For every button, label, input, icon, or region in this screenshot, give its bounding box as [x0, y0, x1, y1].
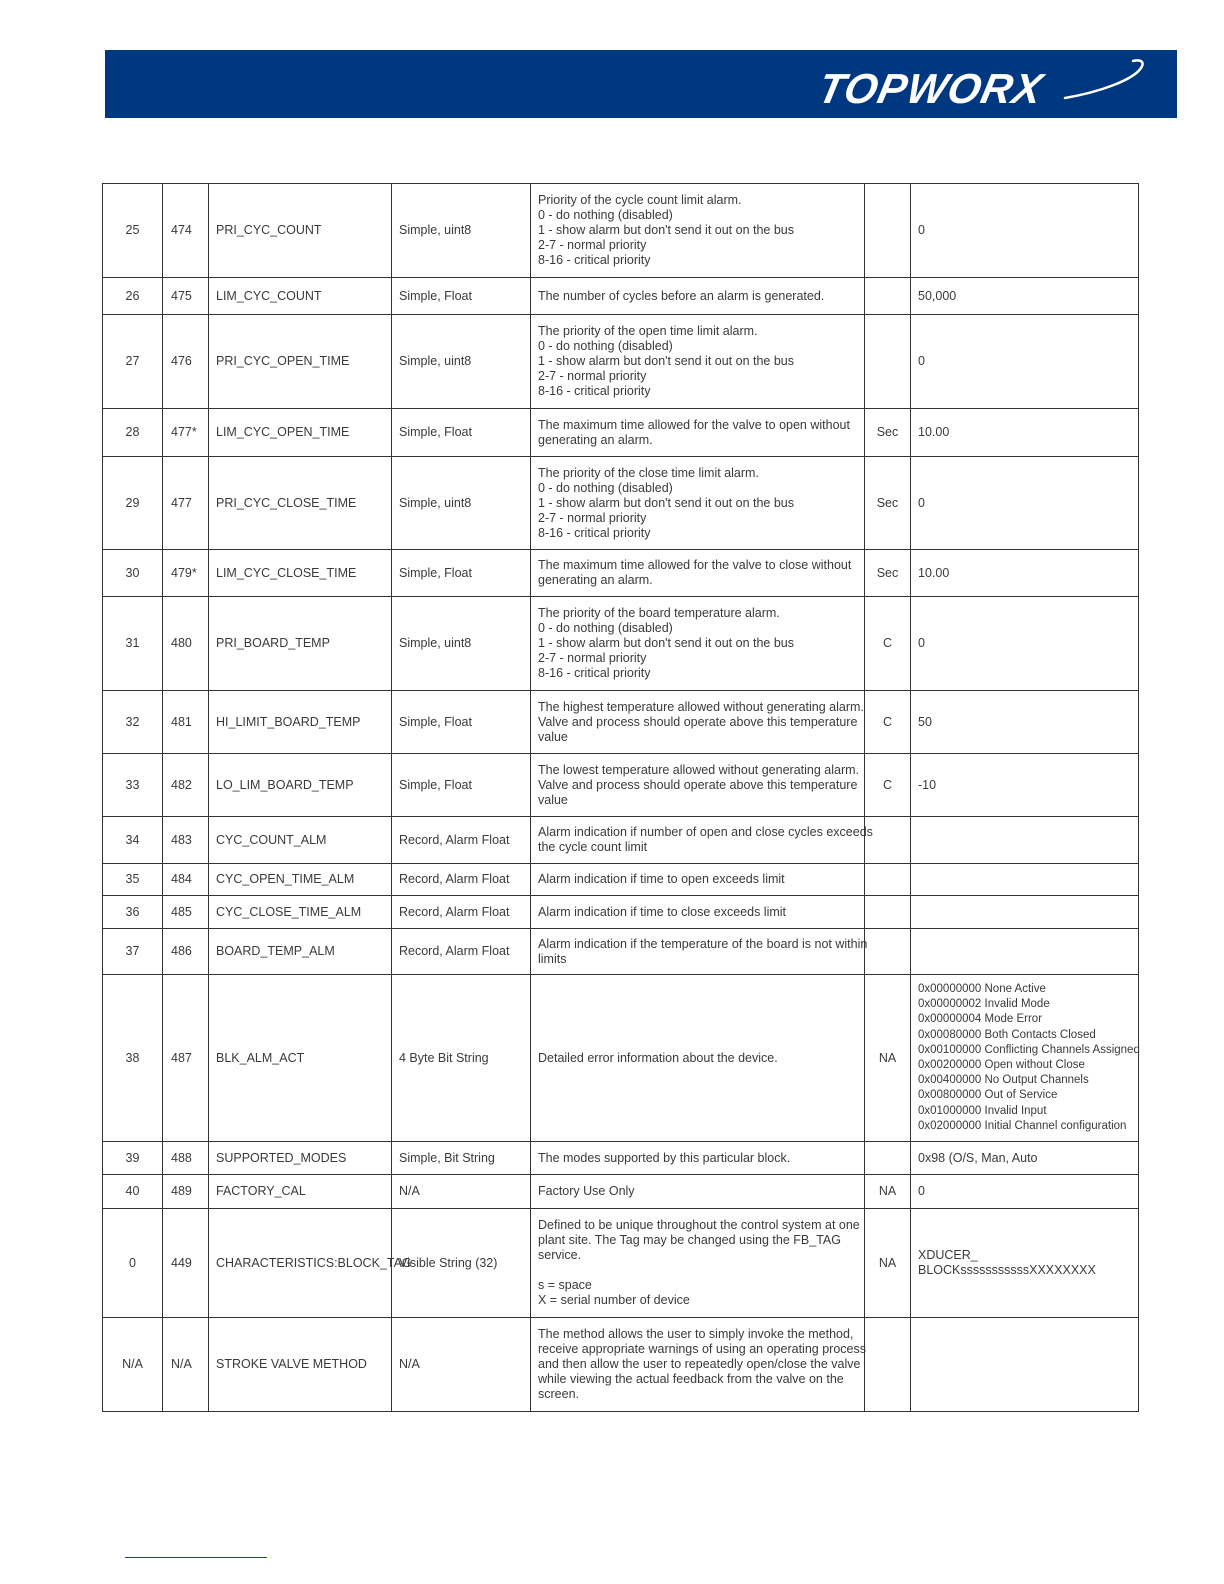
data-type-cell: Simple, uint8 [392, 457, 531, 550]
data-type-cell: Simple, uint8 [392, 315, 531, 409]
description-cell-line: Priority of the cycle count limit alarm. [538, 193, 742, 207]
initial-value-cell-line: 50,000 [918, 288, 957, 303]
parameter-name-cell: PRI_CYC_CLOSE_TIME [209, 457, 392, 550]
data-type-cell: Simple, Float [392, 550, 531, 597]
units-cell [865, 278, 911, 315]
initial-value-cell [911, 315, 1139, 409]
data-type-cell: Record, Alarm Float [392, 929, 531, 975]
description-cell [531, 278, 865, 315]
initial-value-cell-line: 0 [918, 1184, 925, 1198]
description-cell [531, 409, 865, 457]
initial-value-cell-line: 0x00000000 None Active [918, 982, 1046, 995]
units-cell: Sec [865, 550, 911, 597]
index-cell: 26 [103, 278, 163, 315]
description-cell-line: service. [538, 1248, 582, 1262]
description-cell-line: Alarm indication if number of open and close cycles exceeds [538, 825, 873, 839]
relative-index-cell: 488 [163, 1142, 209, 1175]
table-row [103, 1142, 1139, 1175]
description-cell-line: 2-7 - normal priority [538, 510, 647, 525]
data-type-cell: Simple, uint8 [392, 184, 531, 278]
units-cell: NA [865, 975, 911, 1142]
data-type-cell: Record, Alarm Float [392, 864, 531, 896]
units-cell [865, 896, 911, 929]
footer-rule [125, 1557, 267, 1558]
index-cell: N/A [103, 1318, 163, 1412]
initial-value-cell-line: 0 [918, 223, 925, 237]
description-cell [531, 1175, 865, 1209]
relative-index-cell: 486 [163, 929, 209, 975]
index-cell: 32 [103, 691, 163, 754]
initial-value-cell [911, 1175, 1139, 1209]
description-cell-line: The modes supported by this particular block. [538, 1150, 791, 1165]
table-row [103, 929, 1139, 975]
description-cell-line: 2-7 - normal priority [538, 238, 647, 252]
description-cell-line: 0 - do nothing (disabled) [538, 339, 673, 353]
description-cell [531, 1142, 865, 1175]
description-cell-line: The maximum time allowed for the valve to open without [538, 417, 850, 432]
index-cell: 33 [103, 754, 163, 817]
relative-index-cell: 484 [163, 864, 209, 896]
initial-value-cell-line: 0x02000000 Initial Channel configuration [918, 1119, 1127, 1132]
data-type-cell: Simple, uint8 [392, 597, 531, 691]
description-cell [531, 457, 865, 550]
relative-index-cell: 449 [163, 1209, 209, 1318]
index-cell: 27 [103, 315, 163, 409]
parameter-table-body [103, 184, 1139, 1412]
description-cell-line: screen. [538, 1387, 579, 1401]
description-cell-line: 1 - show alarm but don't send it out on the bus [538, 636, 795, 650]
parameter-name-cell: LIM_CYC_OPEN_TIME [209, 409, 392, 457]
initial-value-cell [911, 817, 1139, 864]
relative-index-cell: 480 [163, 597, 209, 691]
initial-value-cell-line: BLOCKsssssssssssXXXXXXXX [918, 1263, 1096, 1277]
description-cell-line: Valve and process should operate above this temperature [538, 777, 858, 792]
units-cell: C [865, 597, 911, 691]
description-cell [531, 315, 865, 409]
table-row [103, 457, 1139, 550]
initial-value-cell [911, 457, 1139, 550]
index-cell: 29 [103, 457, 163, 550]
parameter-name-cell: SUPPORTED_MODES [209, 1142, 392, 1175]
description-cell-line: and then allow the user to repeatedly open/close the valve [538, 1357, 861, 1371]
parameter-name-cell: PRI_BOARD_TEMP [209, 597, 392, 691]
logo-swoosh-icon [815, 56, 1155, 116]
description-cell-line: 8-16 - critical priority [538, 666, 651, 680]
description-cell-line: while viewing the actual feedback from the valve on the [538, 1372, 844, 1386]
parameter-name-cell: LIM_CYC_COUNT [209, 278, 392, 315]
units-cell: C [865, 754, 911, 817]
description-cell-line: generating an alarm. [538, 573, 653, 587]
description-cell [531, 864, 865, 896]
description-cell-line: The highest temperature allowed without generating alarm. [538, 699, 864, 714]
units-cell: Sec [865, 457, 911, 550]
initial-value-cell-line: XDUCER_ [918, 1248, 978, 1262]
table-row [103, 597, 1139, 691]
units-cell: NA [865, 1175, 911, 1209]
initial-value-cell-line: 50 [918, 714, 932, 729]
description-cell [531, 929, 868, 975]
initial-value-cell [911, 691, 1139, 754]
description-cell-line: The method allows the user to simply invoke the method, [538, 1327, 854, 1341]
parameter-name-cell: LO_LIM_BOARD_TEMP [209, 754, 392, 817]
table-row [103, 278, 1139, 315]
initial-value-cell [911, 896, 1139, 929]
initial-value-cell-line: 0 [918, 354, 925, 368]
parameter-name-cell: PRI_CYC_COUNT [209, 184, 392, 278]
description-cell-line: the cycle count limit [538, 840, 648, 854]
description-cell-line: 1 - show alarm but don't send it out on the bus [538, 354, 795, 368]
units-cell [865, 1142, 911, 1175]
parameter-name-cell: HI_LIMIT_BOARD_TEMP [209, 691, 392, 754]
description-cell-line: Detailed error information about the device. [538, 1050, 778, 1065]
initial-value-cell-line: 0x00400000 No Output Channels [918, 1074, 1089, 1087]
description-cell-line: limits [538, 951, 567, 966]
units-cell: Sec [865, 409, 911, 457]
table-row [103, 1209, 1139, 1318]
units-cell [865, 184, 911, 278]
description-cell-line: 2-7 - normal priority [538, 369, 647, 383]
index-cell: 40 [103, 1175, 163, 1209]
initial-value-cell [911, 597, 1139, 691]
description-cell [531, 691, 865, 754]
units-cell: NA [865, 1209, 911, 1318]
description-cell-line: s = space [538, 1278, 592, 1292]
description-cell-line: 1 - show alarm but don't send it out on the bus [538, 495, 795, 510]
data-type-cell: Visible String (32) [392, 1209, 531, 1318]
description-cell-line: value [538, 792, 568, 807]
description-cell-line: plant site. The Tag may be changed using the FB_TAG [538, 1233, 841, 1247]
initial-value-cell [911, 1209, 1139, 1318]
table-row [103, 1175, 1139, 1209]
parameter-name-cell: BOARD_TEMP_ALM [209, 929, 392, 975]
description-cell-line: receive appropriate warnings of using an operating process [538, 1342, 866, 1356]
relative-index-cell: 481 [163, 691, 209, 754]
description-cell-line: Alarm indication if time to open exceeds limit [538, 872, 785, 886]
description-cell [531, 597, 865, 691]
relative-index-cell: 489 [163, 1175, 209, 1209]
initial-value-cell-line: 0 [918, 495, 925, 510]
brand-name: TOPWORX [814, 65, 1048, 112]
relative-index-cell: 483 [163, 817, 209, 864]
table-row [103, 315, 1139, 409]
data-type-cell: 4 Byte Bit String [392, 975, 531, 1142]
initial-value-cell [911, 864, 1139, 896]
data-type-cell: Simple, Float [392, 278, 531, 315]
data-type-cell: Simple, Bit String [392, 1142, 531, 1175]
initial-value-cell [911, 975, 1139, 1142]
description-cell-line: X = serial number of device [538, 1293, 690, 1307]
description-cell-line: The priority of the close time limit alarm. [538, 465, 759, 480]
initial-value-cell-line: 0x00200000 Open without Close [918, 1059, 1085, 1071]
table-row [103, 896, 1139, 929]
data-type-cell: Simple, Float [392, 691, 531, 754]
initial-value-cell [911, 754, 1139, 817]
relative-index-cell: 485 [163, 896, 209, 929]
description-cell [531, 754, 865, 817]
index-cell: 36 [103, 896, 163, 929]
description-cell [531, 550, 865, 597]
initial-value-cell-line: 0x01000000 Invalid Input [918, 1104, 1047, 1117]
parameter-name-cell: PRI_CYC_OPEN_TIME [209, 315, 392, 409]
data-type-cell: Simple, Float [392, 409, 531, 457]
index-cell: 25 [103, 184, 163, 278]
units-cell [865, 817, 911, 864]
description-cell-line: 0 - do nothing (disabled) [538, 621, 673, 635]
description-cell-line: The maximum time allowed for the valve to close without [538, 558, 852, 572]
index-cell: 30 [103, 550, 163, 597]
description-cell [531, 1209, 865, 1318]
description-cell-line: The priority of the open time limit alarm. [538, 324, 758, 338]
description-cell-line: The number of cycles before an alarm is generated. [538, 288, 825, 303]
relative-index-cell: 474 [163, 184, 209, 278]
initial-value-cell-line: 0x00000002 Invalid Mode [918, 998, 1050, 1011]
table-row [103, 409, 1139, 457]
initial-value-cell-line: 0x00100000 Conflicting Channels Assigned [918, 1043, 1140, 1056]
index-cell: 0 [103, 1209, 163, 1318]
description-cell-line: Factory Use Only [538, 1184, 635, 1198]
table-row [103, 817, 1139, 864]
data-type-cell: N/A [392, 1175, 531, 1209]
table-row [103, 184, 1139, 278]
description-cell-line: 2-7 - normal priority [538, 651, 647, 665]
table-row [103, 550, 1139, 597]
initial-value-cell [911, 1318, 1139, 1412]
parameter-name-cell: CHARACTERISTICS:BLOCK_TAG [209, 1209, 392, 1318]
index-cell: 39 [103, 1142, 163, 1175]
table-row [103, 1318, 1139, 1412]
description-cell [531, 975, 865, 1142]
parameter-table [102, 183, 1139, 1412]
index-cell: 35 [103, 864, 163, 896]
initial-value-cell [911, 184, 1139, 278]
description-cell-line: 0 - do nothing (disabled) [538, 480, 673, 495]
initial-value-cell [911, 929, 1139, 975]
relative-index-cell: 477* [163, 409, 209, 457]
units-cell [865, 1318, 911, 1412]
parameter-name-cell: LIM_CYC_CLOSE_TIME [209, 550, 392, 597]
initial-value-cell-line: 0x98 (O/S, Man, Auto [918, 1150, 1038, 1165]
table-row [103, 975, 1139, 1142]
index-cell: 31 [103, 597, 163, 691]
data-type-cell: Record, Alarm Float [392, 896, 531, 929]
table-row [103, 864, 1139, 896]
initial-value-cell-line: -10 [918, 777, 937, 792]
relative-index-cell: 476 [163, 315, 209, 409]
table-row [103, 754, 1139, 817]
description-cell-line: Alarm indication if the temperature of the board is not within [538, 936, 868, 951]
description-cell-line: The priority of the board temperature alarm. [538, 606, 780, 620]
description-cell-line: 8-16 - critical priority [538, 525, 651, 540]
units-cell [865, 929, 911, 975]
initial-value-cell [911, 278, 1139, 315]
data-type-cell: Record, Alarm Float [392, 817, 531, 864]
index-cell: 38 [103, 975, 163, 1142]
initial-value-cell [911, 550, 1139, 597]
initial-value-cell [911, 409, 1139, 457]
description-cell-line: 0 - do nothing (disabled) [538, 208, 673, 222]
description-cell [531, 817, 873, 864]
index-cell: 28 [103, 409, 163, 457]
description-cell-line: generating an alarm. [538, 432, 653, 447]
description-cell-line: Alarm indication if time to close exceeds limit [538, 904, 787, 919]
units-cell: C [865, 691, 911, 754]
description-cell-line: 8-16 - critical priority [538, 384, 651, 398]
table-row [103, 691, 1139, 754]
units-cell [865, 864, 911, 896]
description-cell [531, 1318, 865, 1412]
initial-value-cell-line: 0x00080000 Both Contacts Closed [918, 1028, 1096, 1041]
description-cell [531, 184, 865, 278]
index-cell: 37 [103, 929, 163, 975]
description-cell-line: The lowest temperature allowed without generating alarm. [538, 762, 860, 777]
description-cell-line: 1 - show alarm but don't send it out on the bus [538, 223, 795, 237]
relative-index-cell: 477 [163, 457, 209, 550]
initial-value-cell-line: 10.00 [918, 425, 950, 439]
description-cell-line: value [538, 729, 568, 744]
description-cell-line: Defined to be unique throughout the control system at one [538, 1218, 860, 1232]
description-cell-line [538, 1263, 857, 1278]
initial-value-cell-line: 0 [918, 636, 925, 650]
parameter-name-cell: CYC_OPEN_TIME_ALM [209, 864, 392, 896]
relative-index-cell: 482 [163, 754, 209, 817]
units-cell [865, 315, 911, 409]
description-cell-line: 8-16 - critical priority [538, 253, 651, 267]
data-type-cell: N/A [392, 1318, 531, 1412]
data-type-cell: Simple, Float [392, 754, 531, 817]
initial-value-cell-line: 0x00800000 Out of Service [918, 1089, 1058, 1102]
relative-index-cell: 487 [163, 975, 209, 1142]
parameter-name-cell: CYC_COUNT_ALM [209, 817, 392, 864]
parameter-name-cell: FACTORY_CAL [209, 1175, 392, 1209]
parameter-name-cell: CYC_CLOSE_TIME_ALM [209, 896, 392, 929]
initial-value-cell-line: 0x00000004 Mode Error [918, 1013, 1043, 1026]
topworx-logo [815, 56, 1155, 116]
description-cell-line: Valve and process should operate above this temperature [538, 714, 858, 729]
relative-index-cell: 475 [163, 278, 209, 315]
relative-index-cell: N/A [163, 1318, 209, 1412]
initial-value-cell [911, 1142, 1139, 1175]
initial-value-cell-line: 10.00 [918, 565, 950, 580]
relative-index-cell: 479* [163, 550, 209, 597]
parameter-name-cell: STROKE VALVE METHOD [209, 1318, 392, 1412]
description-cell [531, 896, 865, 929]
parameter-name-cell: BLK_ALM_ACT [209, 975, 392, 1142]
index-cell: 34 [103, 817, 163, 864]
